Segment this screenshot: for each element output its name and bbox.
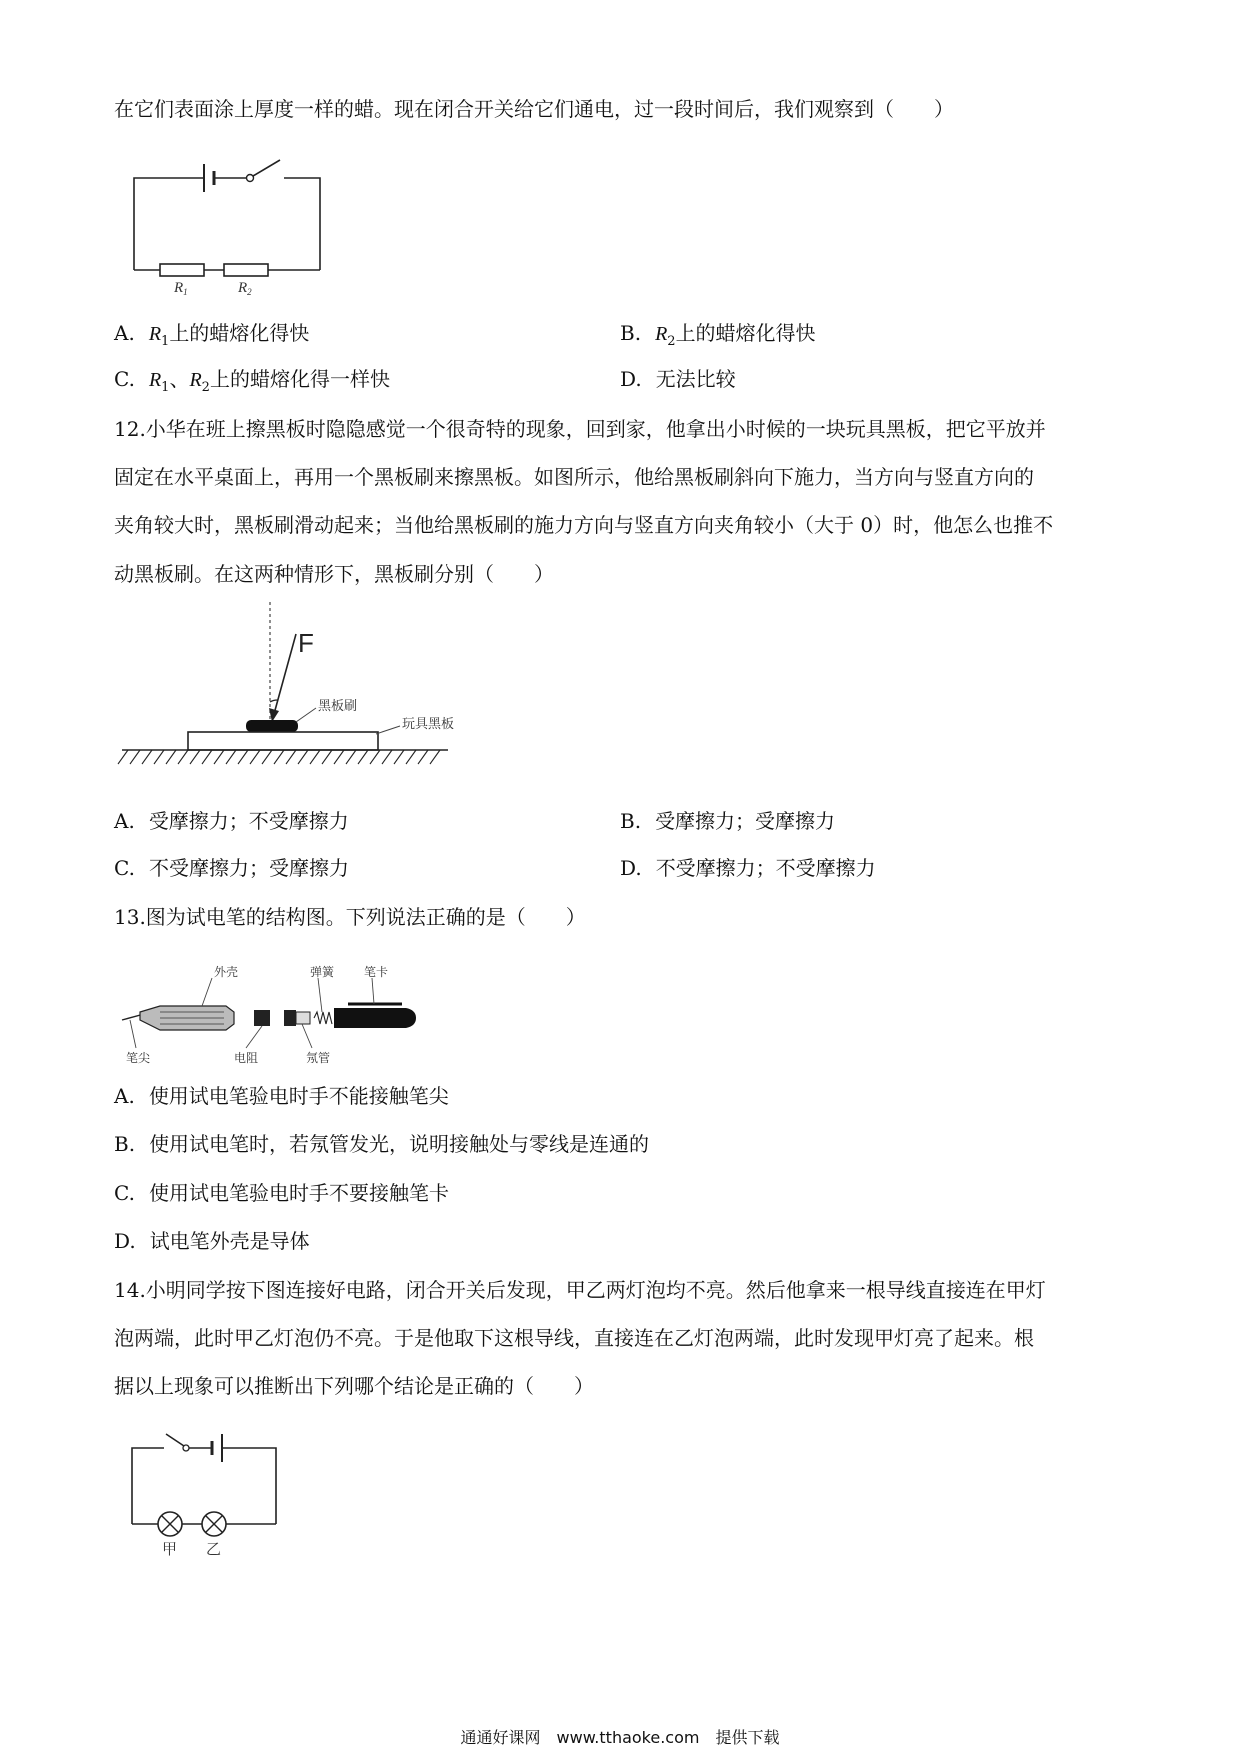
q14-stem-line-3: 据以上现象可以推断出下列哪个结论是正确的（ ） [114,1374,594,1398]
q12-stem-line-1: 12.小华在班上擦黑板时隐隐感觉一个很奇特的现象，回到家，他拿出小时候的一块玩具黑板，把它平放并 [114,417,1046,441]
q14-stem-line-1: 14.小明同学按下图连接好电路，闭合开关后发现，甲乙两灯泡均不亮。然后他拿来一根导线直接连在甲灯 [114,1278,1046,1302]
ground-hatch-line [250,750,260,764]
q13-option-c: C. 使用试电笔验电时手不要接触笔卡 [114,1181,449,1205]
ground-hatch-line [214,750,224,764]
q11-switch-lever [253,160,280,176]
ground-hatch-line [190,750,200,764]
q13-option-a: A. 使用试电笔验电时手不能接触笔尖 [114,1084,449,1108]
ground-hatch-line [166,750,176,764]
q11-circuit-diagram [120,148,380,297]
ground-hatch-line [262,750,272,764]
ground-hatch-line [226,750,236,764]
ground-hatch-line [286,750,296,764]
ground-hatch-line [274,750,284,764]
ground-hatch-line [202,750,212,764]
q12-option-b: B. 受摩擦力；受摩擦力 [620,809,836,833]
q13-test-pen-diagram [116,958,426,1068]
q11-option-c: C. $R_1$、$R_2$上的蜡熔化得一样快 [114,367,390,395]
q13-label-neon: 氖管 [306,1051,331,1065]
ground-hatch-line [154,750,164,764]
q13-label-spring: 弹簧 [310,965,335,979]
q14-switch-lever [166,1434,184,1446]
q14-stem-line-2: 泡两端，此时甲乙灯泡仍不亮。于是他取下这根导线，直接连在乙灯泡两端，此时发现甲灯亮了起来。根 [114,1326,1034,1350]
ground-hatch-line [346,750,356,764]
q13-neon-tube [284,1010,296,1026]
ground-hatch-line [310,750,320,764]
q12-option-c: C. 不受摩擦力；受摩擦力 [114,856,349,880]
q12-force-arrow [274,634,296,714]
q12-brush [246,720,298,732]
ground-hatch-line [238,750,248,764]
ground-hatch-line [334,750,344,764]
ground-hatch-line [142,750,152,764]
ground-hatch-line [382,750,392,764]
ground-hatch-line [418,750,428,764]
q13-option-b: B. 使用试电笔时，若氖管发光，说明接触处与零线是连通的 [114,1132,650,1156]
ground-hatch-line [298,750,308,764]
q12-label-board: 玩具黑板 [402,717,455,732]
q11-wire-left [134,178,204,270]
q14-label-yi: 乙 [206,1540,222,1558]
q11-switch-pivot [247,175,254,182]
q12-stem-line-3: 夹角较大时，黑板刷滑动起来；当他给黑板刷的施力方向与竖直方向夹角较小（大于 0）时，他怎么也推不 [114,513,1054,537]
q14-label-jia: 甲 [162,1540,178,1558]
q12-blackboard-diagram [118,602,458,782]
q13-stem: 13.图为试电笔的结构图。下列说法正确的是（ ） [114,905,586,929]
q14-circuit-diagram [124,1426,294,1556]
q11-label-r1: $R_1$ [174,280,188,297]
q13-label-tip: 笔尖 [126,1051,151,1065]
q13-option-d: D. 试电笔外壳是导体 [114,1229,310,1253]
ground-hatch-line [406,750,416,764]
q13-spring [314,1012,332,1024]
q11-resistor-r2 [224,264,268,276]
q11-label-r2: $R_2$ [238,280,252,297]
q13-label-shell: 外壳 [214,965,239,979]
q12-label-brush: 黑板刷 [318,699,358,714]
ground-hatch-line [358,750,368,764]
q12-ground-hatching [118,750,440,764]
ground-hatch-line [118,750,128,764]
ground-hatch-line [430,750,440,764]
q12-label-force: F [298,628,314,658]
q13-pen-cap [334,1008,416,1028]
q12-stem-line-4: 动黑板刷。在这两种情形下，黑板刷分别（ ） [114,562,554,586]
ground-hatch-line [370,750,380,764]
q12-toy-blackboard [188,732,378,750]
page-footer: 通通好课网 www.tthaoke.com 提供下载 [460,1728,780,1747]
q13-label-clip: 笔卡 [364,965,389,979]
ground-hatch-line [322,750,332,764]
q12-option-a: A. 受摩擦力；不受摩擦力 [114,809,349,833]
ground-hatch-line [130,750,140,764]
ground-hatch-line [394,750,404,764]
ground-hatch-line [178,750,188,764]
q11-resistor-r1 [160,264,204,276]
q13-label-resistor: 电阻 [234,1051,259,1065]
q12-stem-line-2: 固定在水平桌面上，再用一个黑板刷来擦黑板。如图所示，他给黑板刷斜向下施力，当方向与竖直方向的 [114,465,1034,489]
q11-option-a: A. $R_1$上的蜡熔化得快 [114,321,310,349]
q12-option-d: D. 不受摩擦力；不受摩擦力 [620,856,876,880]
q11-option-b: B. $R_2$上的蜡熔化得快 [620,321,816,349]
q11-option-d: D. 无法比较 [620,367,736,391]
q11-stem: 在它们表面涂上厚度一样的蜡。现在闭合开关给它们通电，过一段时间后，我们观察到（ ） [114,97,954,121]
q13-resistor [254,1010,270,1026]
